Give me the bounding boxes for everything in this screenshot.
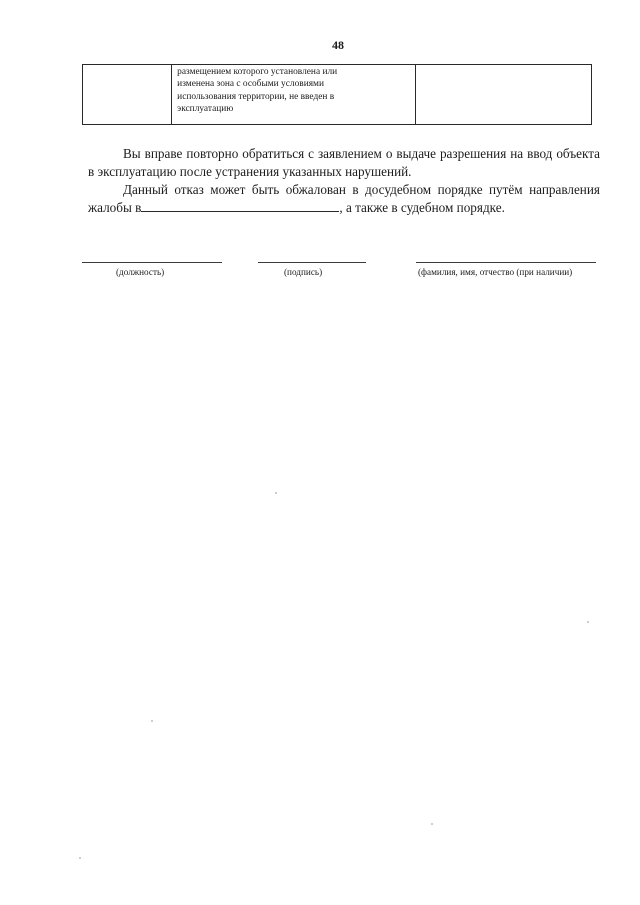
table-cell-line: эксплуатацию [177,104,234,115]
table-cell-line: изменена зона с особыми условиями [177,79,324,90]
scan-speck [587,621,589,623]
position-line [82,262,222,263]
scan-speck [275,492,277,494]
table-cell-description [172,65,415,125]
name-label: (фамилия, имя, отчество (при наличии) [418,267,573,277]
signature-label: (подпись) [284,267,323,277]
position-label: (должность) [116,267,165,277]
appeal-text-before: Данный отказ может быть обжалован в досудебном порядке путём направления жалобы в [88,182,600,215]
appeal-text-after: , а также в судебном порядке. [339,200,505,215]
table-cell-line: размещением которого установлена или [177,67,338,77]
table-cell-text [172,65,414,116]
table-cell-empty-left [83,65,172,125]
reapply-paragraph: Вы вправе повторно обратиться с заявлением о выдаче разрешения на ввод объекта в эксплуатацию после устранения указанных нарушений. [88,146,600,179]
name-line [416,262,596,263]
table-row [83,65,592,125]
scan-speck [431,823,433,825]
table-cell-line: использования территории, не введен в [177,91,335,102]
scan-speck [151,720,153,722]
appeal-authority-blank [141,199,339,212]
table-cell-text [83,65,171,66]
table-cell-empty-right [415,65,591,125]
table-cell-text [416,65,591,66]
scan-speck [79,857,81,859]
violations-table [82,64,592,125]
signature-line [258,262,366,263]
page-number: 48 [332,38,344,52]
appeal-paragraph [88,181,600,217]
